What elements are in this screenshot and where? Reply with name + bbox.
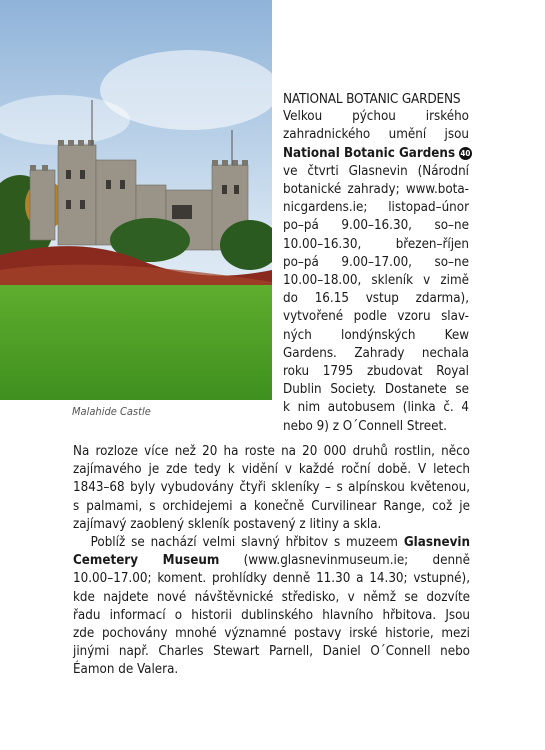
text-line: zahradnického umění jsou bbox=[283, 127, 469, 143]
text-line: 10.00–17.00; koment. prohlídky denně 11.30 a 14.30; vstupné), bbox=[73, 571, 470, 587]
text-line: Velkou pýchou irského bbox=[283, 109, 469, 125]
text-line: zajímavého je zde tedy k vidění v každé roční době. V letech bbox=[73, 462, 470, 478]
text-line: Dublin Society. Dostanete se bbox=[283, 382, 469, 398]
para2-lead: Poblíž se nachází velmi slavný hřbitov s muzeem bbox=[90, 535, 398, 551]
text-line: po–pá 9.00–17.00, so–ne bbox=[283, 254, 469, 270]
text-line bbox=[73, 552, 470, 570]
text-line: Éamon de Valera. bbox=[73, 662, 179, 678]
text-line: po–pá 9.00–16.30, so–ne bbox=[283, 218, 469, 234]
text-line: 1843–68 byly vybudovány čtyři skleníky – s alpínskou květenou, bbox=[73, 480, 470, 496]
map-marker-badge: 40 bbox=[460, 148, 471, 158]
text-line: Gardens. Zahrady nechala bbox=[283, 345, 469, 361]
text-line: nebo 9) z O´Connell Street. bbox=[283, 418, 447, 434]
text-line: 10.00–16.30, březen–říjen bbox=[283, 236, 469, 252]
section-heading: NATIONAL BOTANIC GARDENS bbox=[283, 91, 461, 107]
text-line: jinými např. Charles Stewart Parnell, Daniel O´Connell nebo bbox=[73, 644, 470, 660]
text-line: kde najdete nové návštěvnické středisko, v němž se dozvíte bbox=[73, 589, 470, 605]
text-line: do 16.15 vstup zdarma), bbox=[283, 291, 469, 307]
bold-museum-name-1: Glasnevin bbox=[403, 535, 470, 551]
text-line: zde pochovány mnohé významné postavy irské historie, mezi bbox=[73, 626, 470, 642]
text-line: s palmami, s orchidejemi a konečně Curvilinear Range, což je bbox=[73, 498, 470, 514]
text-line: vytvořené podle vzoru slav- bbox=[283, 309, 469, 325]
bold-museum-name-2: Cemetery Museum bbox=[73, 553, 220, 569]
text-line: roku 1795 zbudovat Royal bbox=[283, 364, 469, 380]
text-line bbox=[73, 534, 470, 552]
text-line: k nim autobusem (linka č. 4 bbox=[283, 400, 469, 416]
text-line: Na rozloze více než 20 ha roste na 20 000 druhů rostlin, něco bbox=[73, 444, 470, 459]
text-line: 10.00–18.00, skleník v zimě bbox=[283, 273, 469, 289]
text-line: nicgardens.ie; listopad–únor bbox=[283, 200, 469, 216]
castle-photo bbox=[0, 0, 272, 400]
text-line: ných londýnských Kew bbox=[283, 327, 469, 343]
text-line: řadu informací o historii dublinského hlavního hřbitova. Jsou bbox=[73, 607, 470, 623]
text-line: zajímavý zaoblený skleník postavený z litiny a skla. bbox=[73, 516, 382, 532]
text-line bbox=[283, 145, 469, 163]
bold-place-name: National Botanic Gardens bbox=[283, 145, 456, 161]
photo-caption: Malahide Castle bbox=[72, 405, 151, 418]
section-body-full bbox=[73, 443, 470, 680]
text-line: botanické zahrady; www.bota- bbox=[283, 182, 469, 198]
para2-line2-rest: (www.glasnevinmuseum.ie; denně bbox=[243, 553, 470, 569]
text-line: ve čtvrti Glasnevin (Národní bbox=[283, 163, 469, 179]
section-column bbox=[283, 90, 469, 436]
